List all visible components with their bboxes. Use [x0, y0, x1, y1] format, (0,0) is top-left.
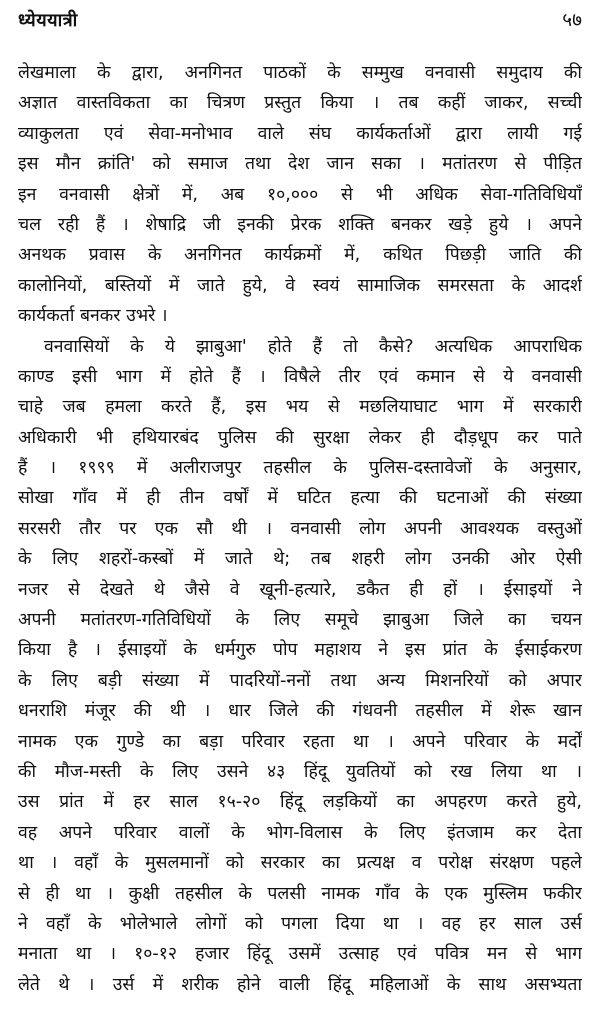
- text-line: इन वनवासी क्षेत्रों में, अब १०,००० से भी अधिक सेवा-गतिविधियाँ: [18, 184, 582, 205]
- paragraph-1: [18, 58, 582, 332]
- paragraph-2: [18, 332, 582, 1001]
- book-title: ध्येययात्री: [18, 10, 78, 31]
- text-line: धनराशि मंजूर की थी । धार जिले की गंधवनी तहसील में शेरू खान: [18, 701, 582, 722]
- text-line: से ही था । कुक्षी तहसील के पलसी नामक गाँव के एक मुस्लिम फकीर: [18, 883, 582, 904]
- text-line: ने वहाँ के भोलेभाले लोगों को पगला दिया था । वह हर साल उर्स: [18, 913, 582, 934]
- text-line: उस प्रांत में हर साल १५-२० हिंदू लड़कियों का अपहरण करते हुये,: [18, 792, 582, 813]
- text-line: अनथक प्रवास के अनगिनत कार्यक्रमों में, कथित पिछड़ी जाति की: [18, 245, 582, 266]
- text-line: किया है । ईसाइयों के धर्मगुरु पोप महाशय ने इस प्रांत के ईसाईकरण: [18, 640, 582, 661]
- text-line: था । वहाँ के मुसलमानों को सरकार का प्रत्यक्ष व परोक्ष संरक्षण पहले: [18, 853, 582, 874]
- text-line: काण्ड इसी भाग में होते हैं । विषैले तीर एवं कमान से ये वनवासी: [18, 366, 582, 387]
- text-line: अधिकारी भी हथियारबंद पुलिस की सुरक्षा लेकर ही दौड़धूप कर पाते: [18, 427, 582, 448]
- text-line: कालोनियों, बस्तियों में जाते हुये, वे स्वयं सामाजिक समरसता के आदर्श: [18, 275, 582, 296]
- text-line: लेखमाला के द्वारा, अनगिनत पाठकों के सम्मुख वनवासी समुदाय की: [18, 63, 582, 83]
- text-line: इस मौन क्रांति' को समाज तथा देश जान सका । मतांतरण से पीड़ित: [18, 154, 582, 175]
- text-line: वनवासियों के ये झाबुआ' होते हैं तो कैसे? अत्यधिक आपराधिक: [44, 336, 582, 357]
- text-line: चाहे जब हमला करते हैं, इस भय से मछलियाघाट भाग में सरकारी: [18, 397, 582, 418]
- text-line: लेते थे । उर्स में शरीक होने वाली हिंदू महिलाओं के साथ असभ्यता: [18, 974, 582, 995]
- text-line: मनाता था । १०-१२ हजार हिंदू उसमें उत्साह एवं पवित्र मन से भाग: [18, 944, 582, 965]
- text-line: के लिए शहरों-कस्बों में जाते थे; तब शहरी लोग उनकी ओर ऐसी: [18, 549, 582, 570]
- text-line: अपनी मतांतरण-गतिविधियों के लिए समूचे झाबुआ जिले का चयन: [18, 610, 582, 631]
- text-line: के लिए बड़ी संख्या में पादरियों-ननों तथा अन्य मिशनरियों को अपार: [18, 670, 582, 691]
- text-line: चल रही हैं । शेषाद्रि जी इनकी प्रेरक शक्ति बनकर खड़े हुये । अपने: [18, 214, 582, 235]
- text-line: नजर से देखते थे जैसे वे खूनी-हत्यारे, डकैत ही हों । ईसाइयों ने: [18, 579, 582, 600]
- text-line: कार्यकर्ता बनकर उभरे ।: [18, 306, 168, 327]
- text-line: सरसरी तौर पर एक सौ थी । वनवासी लोग अपनी आवश्यक वस्तुओं: [18, 518, 582, 539]
- text-line: वह अपने परिवार वालों के भोग-विलास के लिए इंतजाम कर देता: [18, 822, 582, 843]
- text-line: हैं । १९९९ में अलीराजपुर तहसील के पुलिस-दस्तावेजों के अनुसार,: [18, 458, 582, 479]
- body-text: [18, 58, 582, 1000]
- running-header: [18, 6, 582, 40]
- page-number: ५७: [562, 9, 582, 31]
- text-line: अज्ञात वास्तविकता का चित्रण प्रस्तुत किया । तब कहीं जाकर, सच्ची: [18, 93, 582, 114]
- text-line: की मौज-मस्ती के लिए उसने ४३ हिंदू युवतियों को रख लिया था ।: [18, 761, 582, 782]
- text-line: सोखा गाँव में ही तीन वर्षों में घटित हत्या की घटनाओं की संख्या: [18, 488, 582, 509]
- text-line: व्याकुलता एवं सेवा-मनोभाव वाले संघ कार्यकर्ताओं द्वारा लायी गई: [18, 123, 582, 144]
- text-line: नामक एक गुण्डे का बड़ा परिवार रहता था । अपने परिवार के मर्दों: [18, 731, 582, 752]
